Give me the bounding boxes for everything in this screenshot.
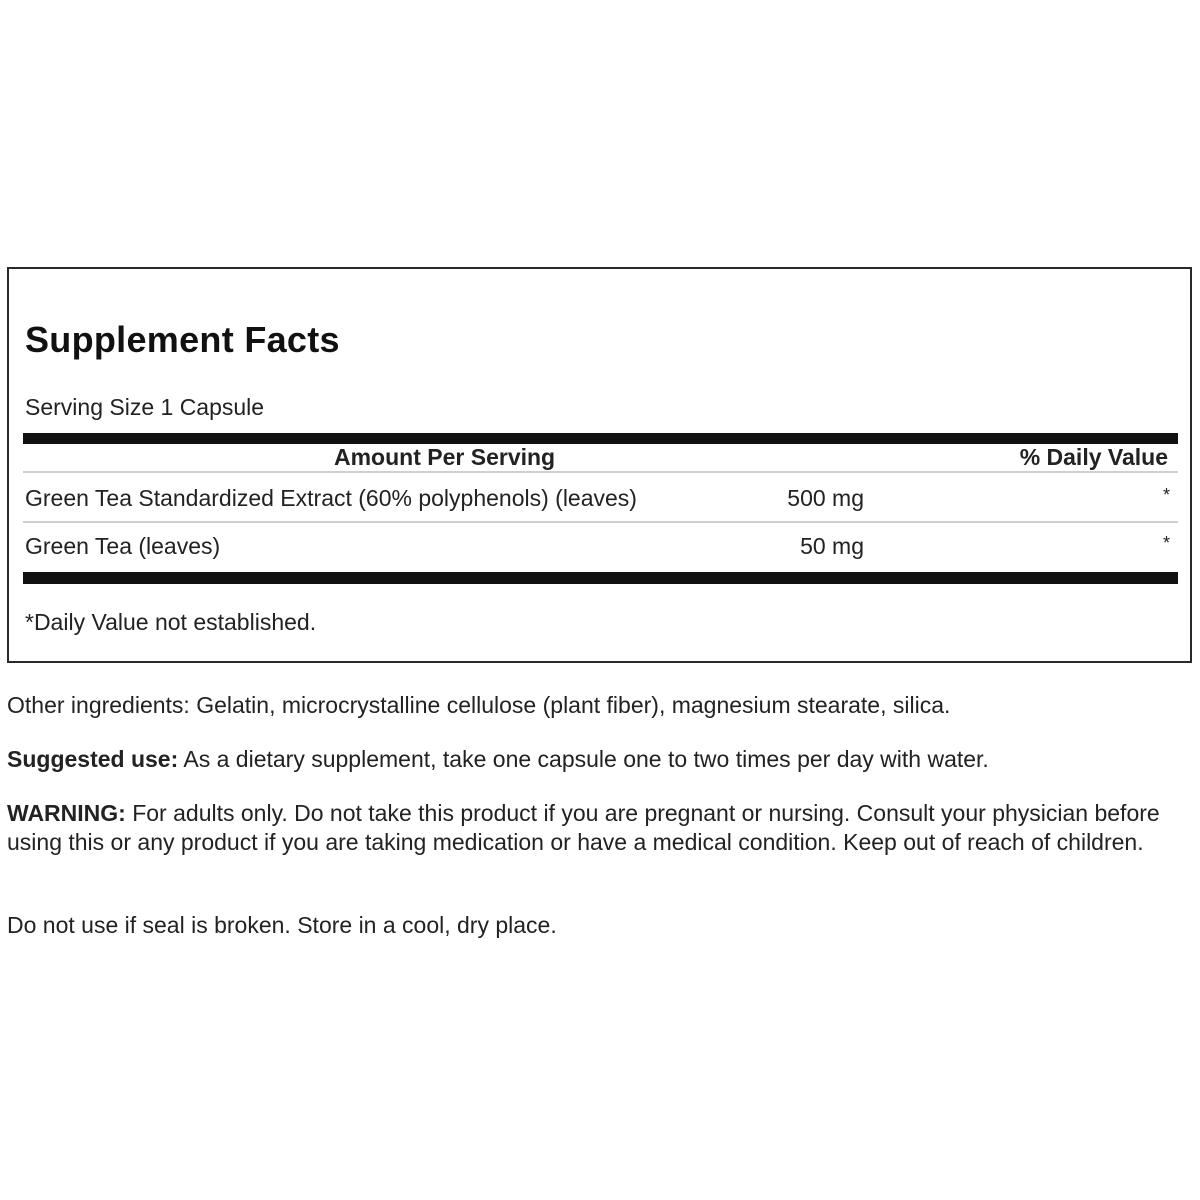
panel-title: Supplement Facts: [25, 319, 340, 360]
suggested-use-label: Suggested use:: [7, 746, 179, 772]
warning: [7, 799, 1192, 857]
ingredient-amount: 500 mg: [787, 485, 864, 511]
ingredient-daily-value: *: [1162, 485, 1170, 505]
supplement-facts-panel: [7, 267, 1192, 663]
daily-value-footnote: *Daily Value not established.: [25, 609, 317, 635]
other-ingredients: Other ingredients: Gelatin, microcrystalline cellulose (plant fiber), magnesium stearate, silica.: [7, 692, 951, 718]
storage-instructions: Do not use if seal is broken. Store in a cool, dry place.: [7, 912, 557, 938]
ingredient-amount: 50 mg: [800, 533, 864, 559]
suggested-use: [7, 745, 1192, 774]
header-daily-value: % Daily Value: [1019, 444, 1168, 470]
header-amount-per-serving: Amount Per Serving: [334, 444, 556, 470]
ingredient-daily-value: *: [1162, 533, 1170, 553]
serving-size: Serving Size 1 Capsule: [25, 394, 265, 420]
warning-label: WARNING:: [7, 800, 126, 826]
divider-thin: [23, 521, 1178, 523]
divider-thick: [23, 433, 1178, 444]
divider-thin: [23, 471, 1178, 473]
warning-text: For adults only. Do not take this product if you are pregnant or nursing. Consult your physician before using this or any product if you are taking medication or have a medical condition. Keep out of reach of children.: [7, 800, 1160, 855]
divider-thick: [23, 572, 1178, 584]
ingredient-name: Green Tea Standardized Extract (60% polyphenols) (leaves): [25, 485, 637, 511]
suggested-use-text: As a dietary supplement, take one capsule one to two times per day with water.: [178, 746, 989, 772]
ingredient-name: Green Tea (leaves): [25, 533, 221, 559]
